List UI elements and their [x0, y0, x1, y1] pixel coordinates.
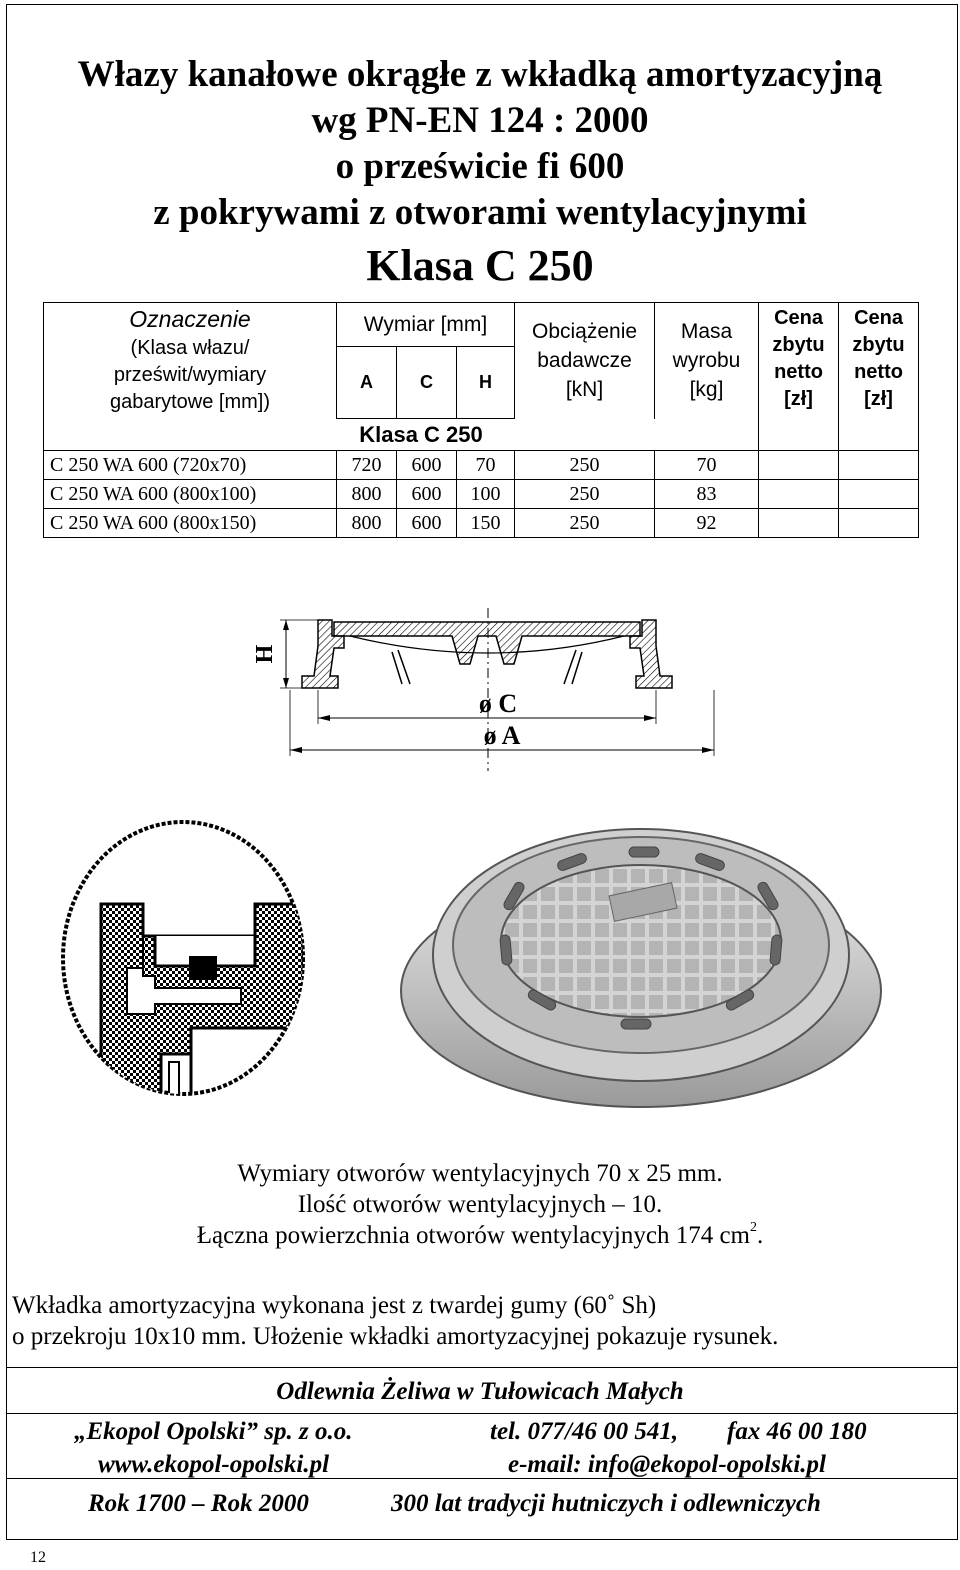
- row-dim-c: 600: [397, 509, 457, 538]
- row-price-1: [759, 480, 839, 509]
- footer-years: Rok 1700 – Rok 2000: [88, 1490, 309, 1517]
- footer-company: „Ekopol Opolski” sp. z o.o.: [74, 1418, 353, 1445]
- designation-sub-2: prześwit/wymiary: [113, 363, 267, 386]
- row-designation: C 250 WA 600 (720x70): [44, 451, 337, 480]
- row-designation: C 250 WA 600 (800x100): [44, 480, 337, 509]
- footer-tradition: 300 lat tradycji hutniczych i odlewniczych: [391, 1490, 821, 1517]
- row-price-2: [839, 480, 919, 509]
- row-designation: C 250 WA 600 (800x150): [44, 509, 337, 538]
- table-row: [44, 451, 919, 480]
- label-h: H: [252, 644, 278, 664]
- ventilation-info: [0, 1158, 960, 1251]
- class-heading: Klasa C 250: [366, 241, 594, 290]
- row-load: 250: [515, 509, 655, 538]
- title-line-1: Włazy kanałowe okrągłe z wkładką amortyzacyjną: [77, 54, 883, 95]
- designation-sub-3: gabarytowe [mm]): [109, 390, 271, 413]
- header-dim-a: A: [337, 347, 397, 419]
- footer-phone: tel. 077/46 00 541,: [490, 1418, 679, 1445]
- header-price-1: Cena zbytu netto [zł]: [759, 303, 839, 451]
- insert-line-2: o przekroju 10x10 mm. Ułożenie wkładki amortyzacyjnej pokazuje rysunek.: [12, 1323, 779, 1350]
- row-dim-h: 150: [457, 509, 515, 538]
- vent-line-2: Ilość otworów wentylacyjnych – 10.: [297, 1191, 663, 1218]
- table-row: [44, 480, 919, 509]
- spec-table: [43, 302, 919, 538]
- header-price-2: Cena zbytu netto [zł]: [839, 303, 919, 451]
- row-dim-a: 720: [337, 451, 397, 480]
- row-dim-c: 600: [397, 480, 457, 509]
- insert-info: [12, 1290, 952, 1352]
- divider: [6, 1413, 958, 1414]
- footer-foundry: Odlewnia Żeliwa w Tułowicach Małych: [276, 1378, 684, 1405]
- label-c: ø C: [478, 689, 518, 718]
- title-line-2: wg PN-EN 124 : 2000: [311, 100, 649, 141]
- header-dimension-group: Wymiar [mm]: [337, 303, 515, 347]
- row-dim-c: 600: [397, 451, 457, 480]
- footer-website[interactable]: www.ekopol-opolski.pl: [98, 1451, 330, 1478]
- row-price-1: [759, 509, 839, 538]
- designation-title: Oznaczenie: [129, 305, 251, 332]
- title-line-4: z pokrywami z otworami wentylacyjnymi: [153, 192, 807, 233]
- footer-fax: fax 46 00 180: [727, 1418, 867, 1445]
- table-header-row-1: [44, 303, 919, 347]
- title-line-3: o prześwicie fi 600: [335, 146, 625, 187]
- manhole-cover-illustration: [395, 795, 887, 1115]
- header-mass: Masa wyrobu [kg]: [655, 303, 759, 419]
- label-a: ø A: [483, 721, 521, 750]
- header-load: Obciążenie badawcze [kN]: [515, 303, 655, 419]
- class-row-label: Klasa C 250: [44, 419, 759, 451]
- header-dim-h: H: [457, 347, 515, 419]
- vent-line-3-superscript: 2: [750, 1220, 757, 1235]
- row-load: 250: [515, 480, 655, 509]
- insert-detail-drawing: [55, 818, 315, 1104]
- designation-sub-1: (Klasa włazu/: [130, 336, 250, 359]
- row-dim-h: 70: [457, 451, 515, 480]
- cross-section-drawing: [252, 606, 722, 776]
- vent-line-3: Łączna powierzchnia otworów wentylacyjnych 174 $cm^2$.: [196, 1220, 764, 1249]
- row-dim-a: 800: [337, 480, 397, 509]
- footer-email[interactable]: e-mail: info@ekopol-opolski.pl: [508, 1451, 826, 1478]
- divider: [6, 1367, 958, 1368]
- row-load: 250: [515, 451, 655, 480]
- row-mass: 70: [655, 451, 759, 480]
- header-dim-c: C: [397, 347, 457, 419]
- row-price-2: [839, 509, 919, 538]
- row-dim-h: 100: [457, 480, 515, 509]
- table-row: [44, 509, 919, 538]
- row-price-1: [759, 451, 839, 480]
- row-price-2: [839, 451, 919, 480]
- page-title: [0, 52, 960, 294]
- row-dim-a: 800: [337, 509, 397, 538]
- page-number: 12: [30, 1549, 46, 1566]
- vent-line-1: Wymiary otworów wentylacyjnych 70 x 25 mm.: [237, 1160, 723, 1187]
- row-mass: 92: [655, 509, 759, 538]
- row-mass: 83: [655, 480, 759, 509]
- insert-line-1: Wkładka amortyzacyjna wykonana jest z twardej gumy (60˚ Sh): [12, 1292, 657, 1319]
- header-designation: [44, 303, 337, 419]
